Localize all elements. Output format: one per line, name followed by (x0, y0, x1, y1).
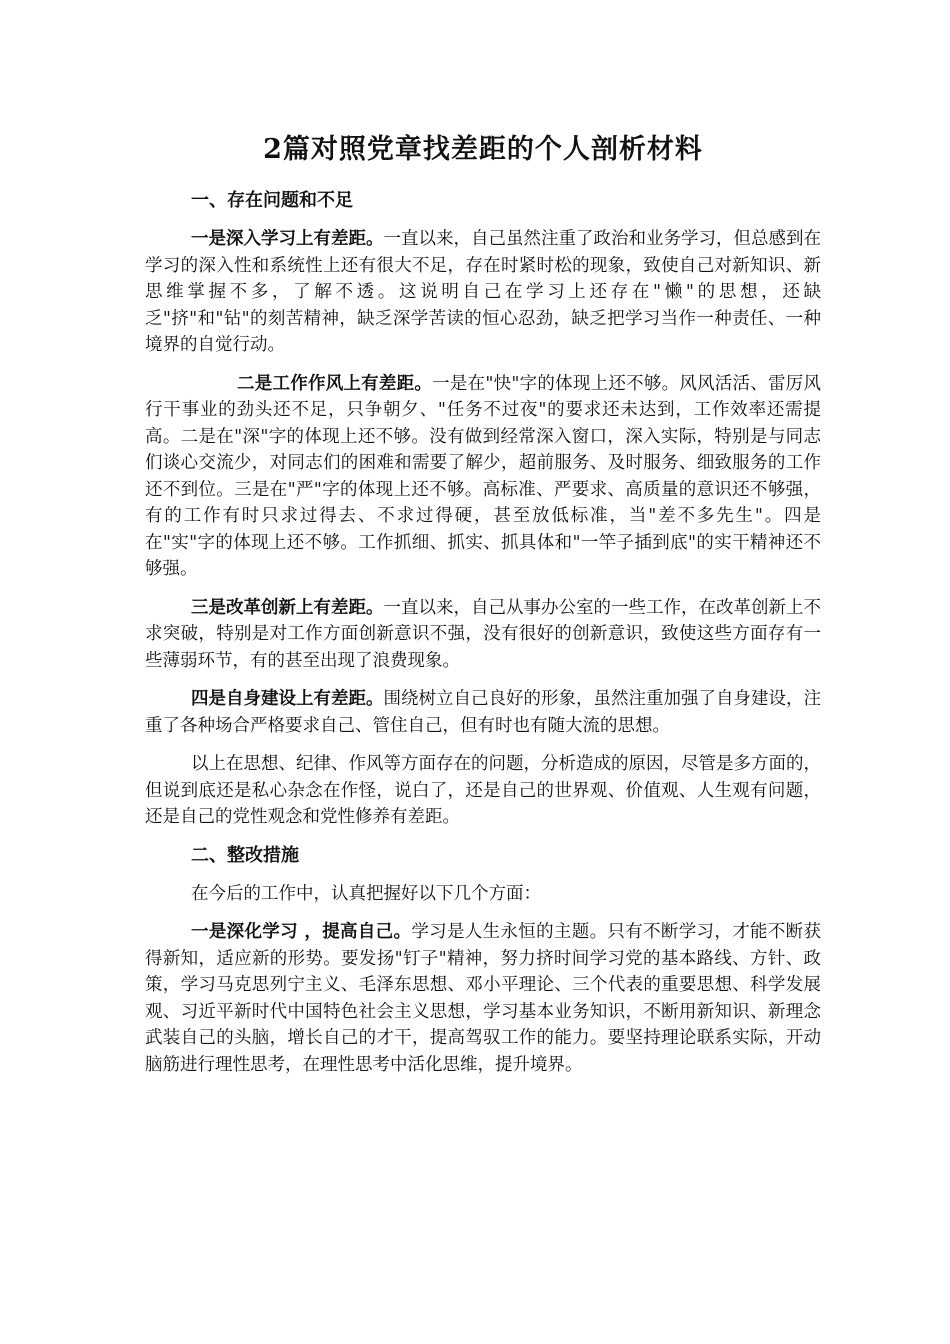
paragraph-text: 在今后的工作中，认真把握好以下几个方面： (191, 883, 541, 904)
paragraph-lead: 三是改革创新上有差距。 (191, 597, 384, 618)
paragraph-lead: 二是工作作风上有差距。 (237, 373, 433, 394)
paragraph-text: 学习是人生永恒的主题。只有不断学习，才能不断获得新知，适应新的形势。要发扬"钉子"精神，努力挤时间学习党的基本路线、方针、政策，学习马克思列宁主义、毛泽东思想、邓小平理论、三个代表的重要思想、科学发展观、习近平新时代中国特色社会主义思想，学习基本业务知识，不断用新知识、新理念武装自己的头脑，增长自己的才干，提高驾驭工作的能力。要坚持理论联系实际，开动脑筋进行理性思考，在理性思考中活化思维，提升境界。 (145, 922, 821, 1075)
paragraph-lead: 一是深化学习 ，提高自己。 (191, 922, 412, 942)
document-body (145, 130, 821, 1090)
paragraph (145, 226, 821, 359)
paragraph-text: 一直以来，自己从事办公室的一些工作，在改革创新上不求突破，特别是对工作方面创新意识不强，没有很好的创新意识，致使这些方面存有一些薄弱环节，有的甚至出现了浪费现象。 (145, 597, 821, 671)
paragraph-lead: 四是自身建设上有差距。 (191, 689, 384, 709)
document-title: 2篇对照党章找差距的个人剖析材料 (263, 134, 703, 165)
paragraph (145, 686, 821, 739)
paragraph (145, 881, 821, 908)
paragraph (145, 751, 821, 831)
section-heading-measures: 二、整改措施 (191, 844, 299, 866)
paragraph-text: 一是在"快"字的体现上还不够。风风活活、雷厉风行干事业的劲头还不足，只争朝夕、"任务不过夜"的要求还未达到，工作效率还需提高。二是在"深"字的体现上还不够。没有做到经常深入窗口，深入实际，特别是与同志们谈心交流少，对同志们的困难和需要了解少，超前服务、及时服务、细致服务的工作还不到位。三是在"严"字的体现上还不够。高标准、严要求、高质量的意识还不够强，有的工作有时只求过得去、不求过得硬，甚至放低标准，当"差不多先生"。四是在"实"字的体现上还不够。工作抓细、抓实、抓具体和"一竿子插到底"的实干精神还不够强。 (145, 373, 821, 579)
paragraph (145, 595, 821, 675)
paragraph (145, 371, 821, 583)
paragraph-text: 以上在思想、纪律、作风等方面存在的问题，分析造成的原因，尽管是多方面的，但说到底还是私心杂念在作怪，说白了，还是自己的世界观、价值观、人生观有问题，还是自己的党性观念和党性修养有差距。 (145, 754, 821, 827)
section-heading-problems: 一、存在问题和不足 (191, 190, 353, 211)
paragraph-text: 一直以来，自己虽然注重了政治和业务学习，但总感到在学习的深入性和系统性上还有很大不足，存在时紧时松的现象，致使自己对新知识、新思维掌握不多，了解不透。这说明自己在学习上还存在"懒"的思想，还缺乏"挤"和"钻"的刻苦精神，缺乏深学苦读的恒心忍劲，缺乏把学习当作一种责任、一种境界的自觉行动。 (145, 229, 821, 355)
paragraph (145, 919, 821, 1078)
paragraph-text: 围绕树立自己良好的形象，虽然注重加强了自身建设，注重了各种场合严格要求自己、管住自己，但有时也有随大流的思想。 (145, 689, 821, 736)
paragraph-lead: 一是深入学习上有差距。 (191, 229, 384, 249)
